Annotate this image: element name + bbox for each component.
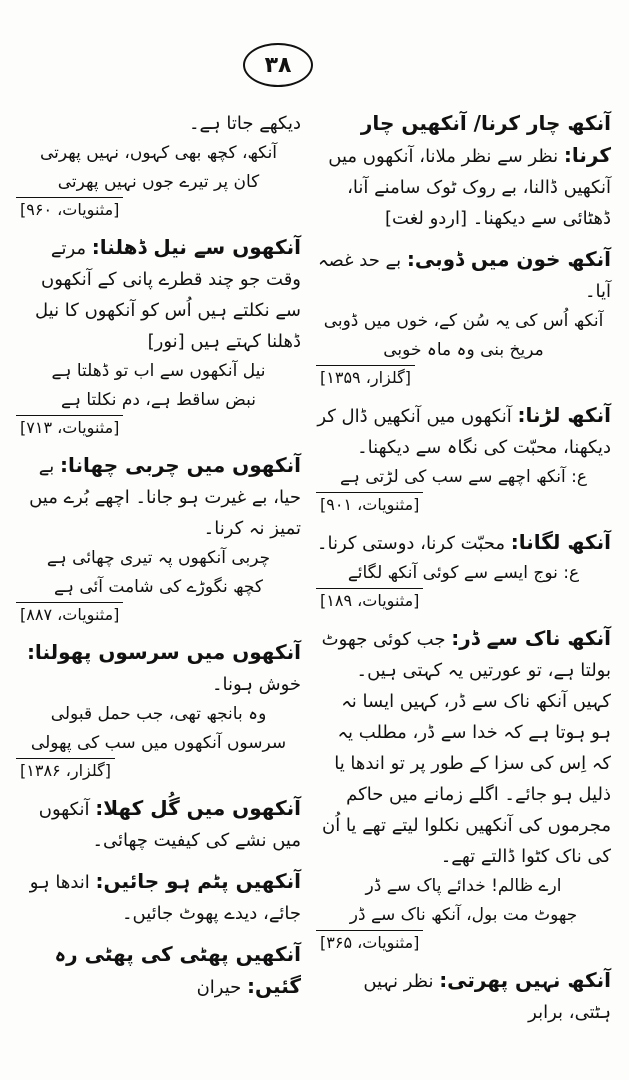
verse-line: آنکھ، کچھ بھی کہوں، نہیں پھرتی (39, 143, 278, 163)
entry (316, 400, 611, 517)
verse-line: ع: آنکھ اچھے سے سب کی لڑتی ہے (339, 467, 588, 487)
citation (16, 602, 301, 627)
verse-line: سرسوں آنکھوں میں سب کی پھولی (30, 733, 287, 753)
entry (16, 793, 301, 856)
verse-line: نبض ساقط ہے، دم نکلتا ہے (61, 390, 256, 410)
entry-term: آنکھ نہیں پھرتی: (439, 968, 611, 992)
citation-text: [مثنویات، ۷۱۳] (16, 415, 123, 440)
entry-term: آنکھ ناک سے ڈر: (451, 626, 611, 650)
citation-text: [مثنویات، ۱۸۹] (316, 588, 423, 613)
entry-definition: اندھا ہو جائے، دیدے پھوٹ جائیں۔ (29, 872, 301, 924)
entry-term: آنکھ خون میں ڈوبی: (406, 247, 611, 271)
entry-definition: محبّت کرنا، دوستی کرنا۔ (316, 533, 506, 554)
citation (16, 415, 301, 440)
verse-line: چربی آنکھوں پہ تیری چھائی ہے (46, 548, 271, 568)
entry-definition: نظر سے نظر ملانا، آنکھوں میں آنکھیں ڈالنا، بے روک ٹوک سامنے آنا، ڈھٹائی سے دیکھنا۔ (328, 146, 611, 229)
verse-line: ع: نوج ایسے سے کوئی آنکھ لگائے (347, 563, 580, 583)
entry-term: آنکھیں پھٹی کی پھٹی رہ گئیں: (54, 942, 301, 998)
entry-term: آنکھوں سے نیل ڈھلنا: (91, 235, 301, 259)
entry-term: آنکھ لڑنا: (517, 403, 611, 427)
citation-text: [مثنویات، ۳۶۵] (316, 930, 423, 955)
verse (316, 872, 611, 930)
source-reference: [نور] (147, 331, 185, 352)
entry-term: آنکھ لگانا: (510, 530, 611, 554)
verse-line: مریخ بنی وہ ماہ خوبی (383, 340, 544, 360)
citation-text: [گلزار، ۱۳۵۹] (316, 365, 415, 390)
verse (16, 544, 301, 602)
entry-term: آنکھوں میں سرسوں پھولنا: (26, 640, 301, 664)
entry-definition: جب کوئی جھوٹ بولتا ہے، تو عورتیں یہ کہتی ہیں۔ کہیں آنکھ ناک سے ڈر، کہیں ایسا نہ ہو ہوتا ہے کہ خدا سے ڈر، مطلب یہ کہ اِس کی سزا کے طور پر تو اندھا یا ذلیل ہو جائے۔ اگلے زمانے میں حاکم مجرموں کی آنکھیں نکلوا لیتے تھے یا اُن کی ناک کٹوا ڈالتے تھے۔ (321, 629, 611, 867)
entry-term: آنکھوں میں گُل کھلا: (95, 796, 301, 820)
verse-line: کان پر تیرے جوں نہیں پھرتی (57, 172, 260, 192)
entry-definition: مرتے وقت جو چند قطرے پانی کے آنکھوں سے نکلتے ہیں اُس کو آنکھوں کا نیل ڈھلنا کہتے ہیں (35, 238, 301, 352)
left-column (16, 108, 301, 1013)
citation (316, 365, 611, 390)
citation-text: [مثنویات، ۸۸۷] (16, 602, 123, 627)
citation (16, 197, 301, 222)
page-number: ۳۸ (243, 43, 313, 87)
verse-line: ارے ظالم! خدائے پاک سے ڈر (365, 876, 562, 896)
entry (16, 866, 301, 929)
verse (16, 700, 301, 758)
entry-term: آنکھیں پٹم ہو جائیں: (95, 869, 301, 893)
entry (316, 244, 611, 390)
verse-line: وہ بانجھ تھی، جب حمل قبولی (50, 704, 267, 724)
entry-term: آنکھ چار کرنا/ آنکھیں چار کرنا: (360, 111, 611, 167)
entry (16, 450, 301, 627)
entry (16, 232, 301, 440)
entry-definition: آنکھوں میں آنکھیں ڈال کر دیکھنا، محبّت کی نگاہ سے دیکھنا۔ (317, 406, 611, 458)
entry (16, 637, 301, 783)
verse (16, 357, 301, 415)
entry-definition: بے حیا، بے غیرت ہو جانا۔ اچھے بُرے میں تمیز نہ کرنا۔ (29, 456, 301, 539)
entry-term: آنکھوں میں چربی چھانا: (60, 453, 301, 477)
verse-line: نیل آنکھوں سے اب تو ڈھلتا ہے (51, 361, 266, 381)
entry (16, 108, 301, 222)
entry-definition: بے حد غصہ آیا۔ (317, 250, 611, 302)
citation-text: [مثنویات، ۹۰۱] (316, 492, 423, 517)
citation (316, 588, 611, 613)
entry-definition: دیکھے جاتا ہے۔ (189, 113, 301, 134)
verse-line: آنکھ اُس کی یہ سُن کے، خوں میں ڈوبی (323, 311, 604, 331)
citation (316, 492, 611, 517)
entry (16, 939, 301, 1003)
entry-definition: خوش ہونا۔ (211, 674, 301, 695)
entry (316, 965, 611, 1028)
verse (316, 307, 611, 365)
entry (316, 527, 611, 613)
citation-text: [مثنویات، ۹۶۰] (16, 197, 123, 222)
entry-definition: حیران (196, 977, 242, 998)
verse-line: کچھ نگوڑے کی شامت آئی ہے (54, 577, 263, 597)
entry (316, 623, 611, 955)
entry-definition: آنکھوں میں نشے کی کیفیت چھائی۔ (38, 799, 301, 851)
citation (316, 930, 611, 955)
verse (16, 139, 301, 197)
entry (316, 108, 611, 234)
citation-text: [گلزار، ۱۳۸۶] (16, 758, 115, 783)
source-reference: [اردو لغت] (385, 208, 468, 229)
entry-definition: نظر نہیں ہٹتی، برابر (363, 971, 611, 1023)
right-column (316, 108, 611, 1038)
verse-line: جھوٹ مت بول، آنکھ ناک سے ڈر (349, 905, 578, 925)
citation (16, 758, 301, 783)
